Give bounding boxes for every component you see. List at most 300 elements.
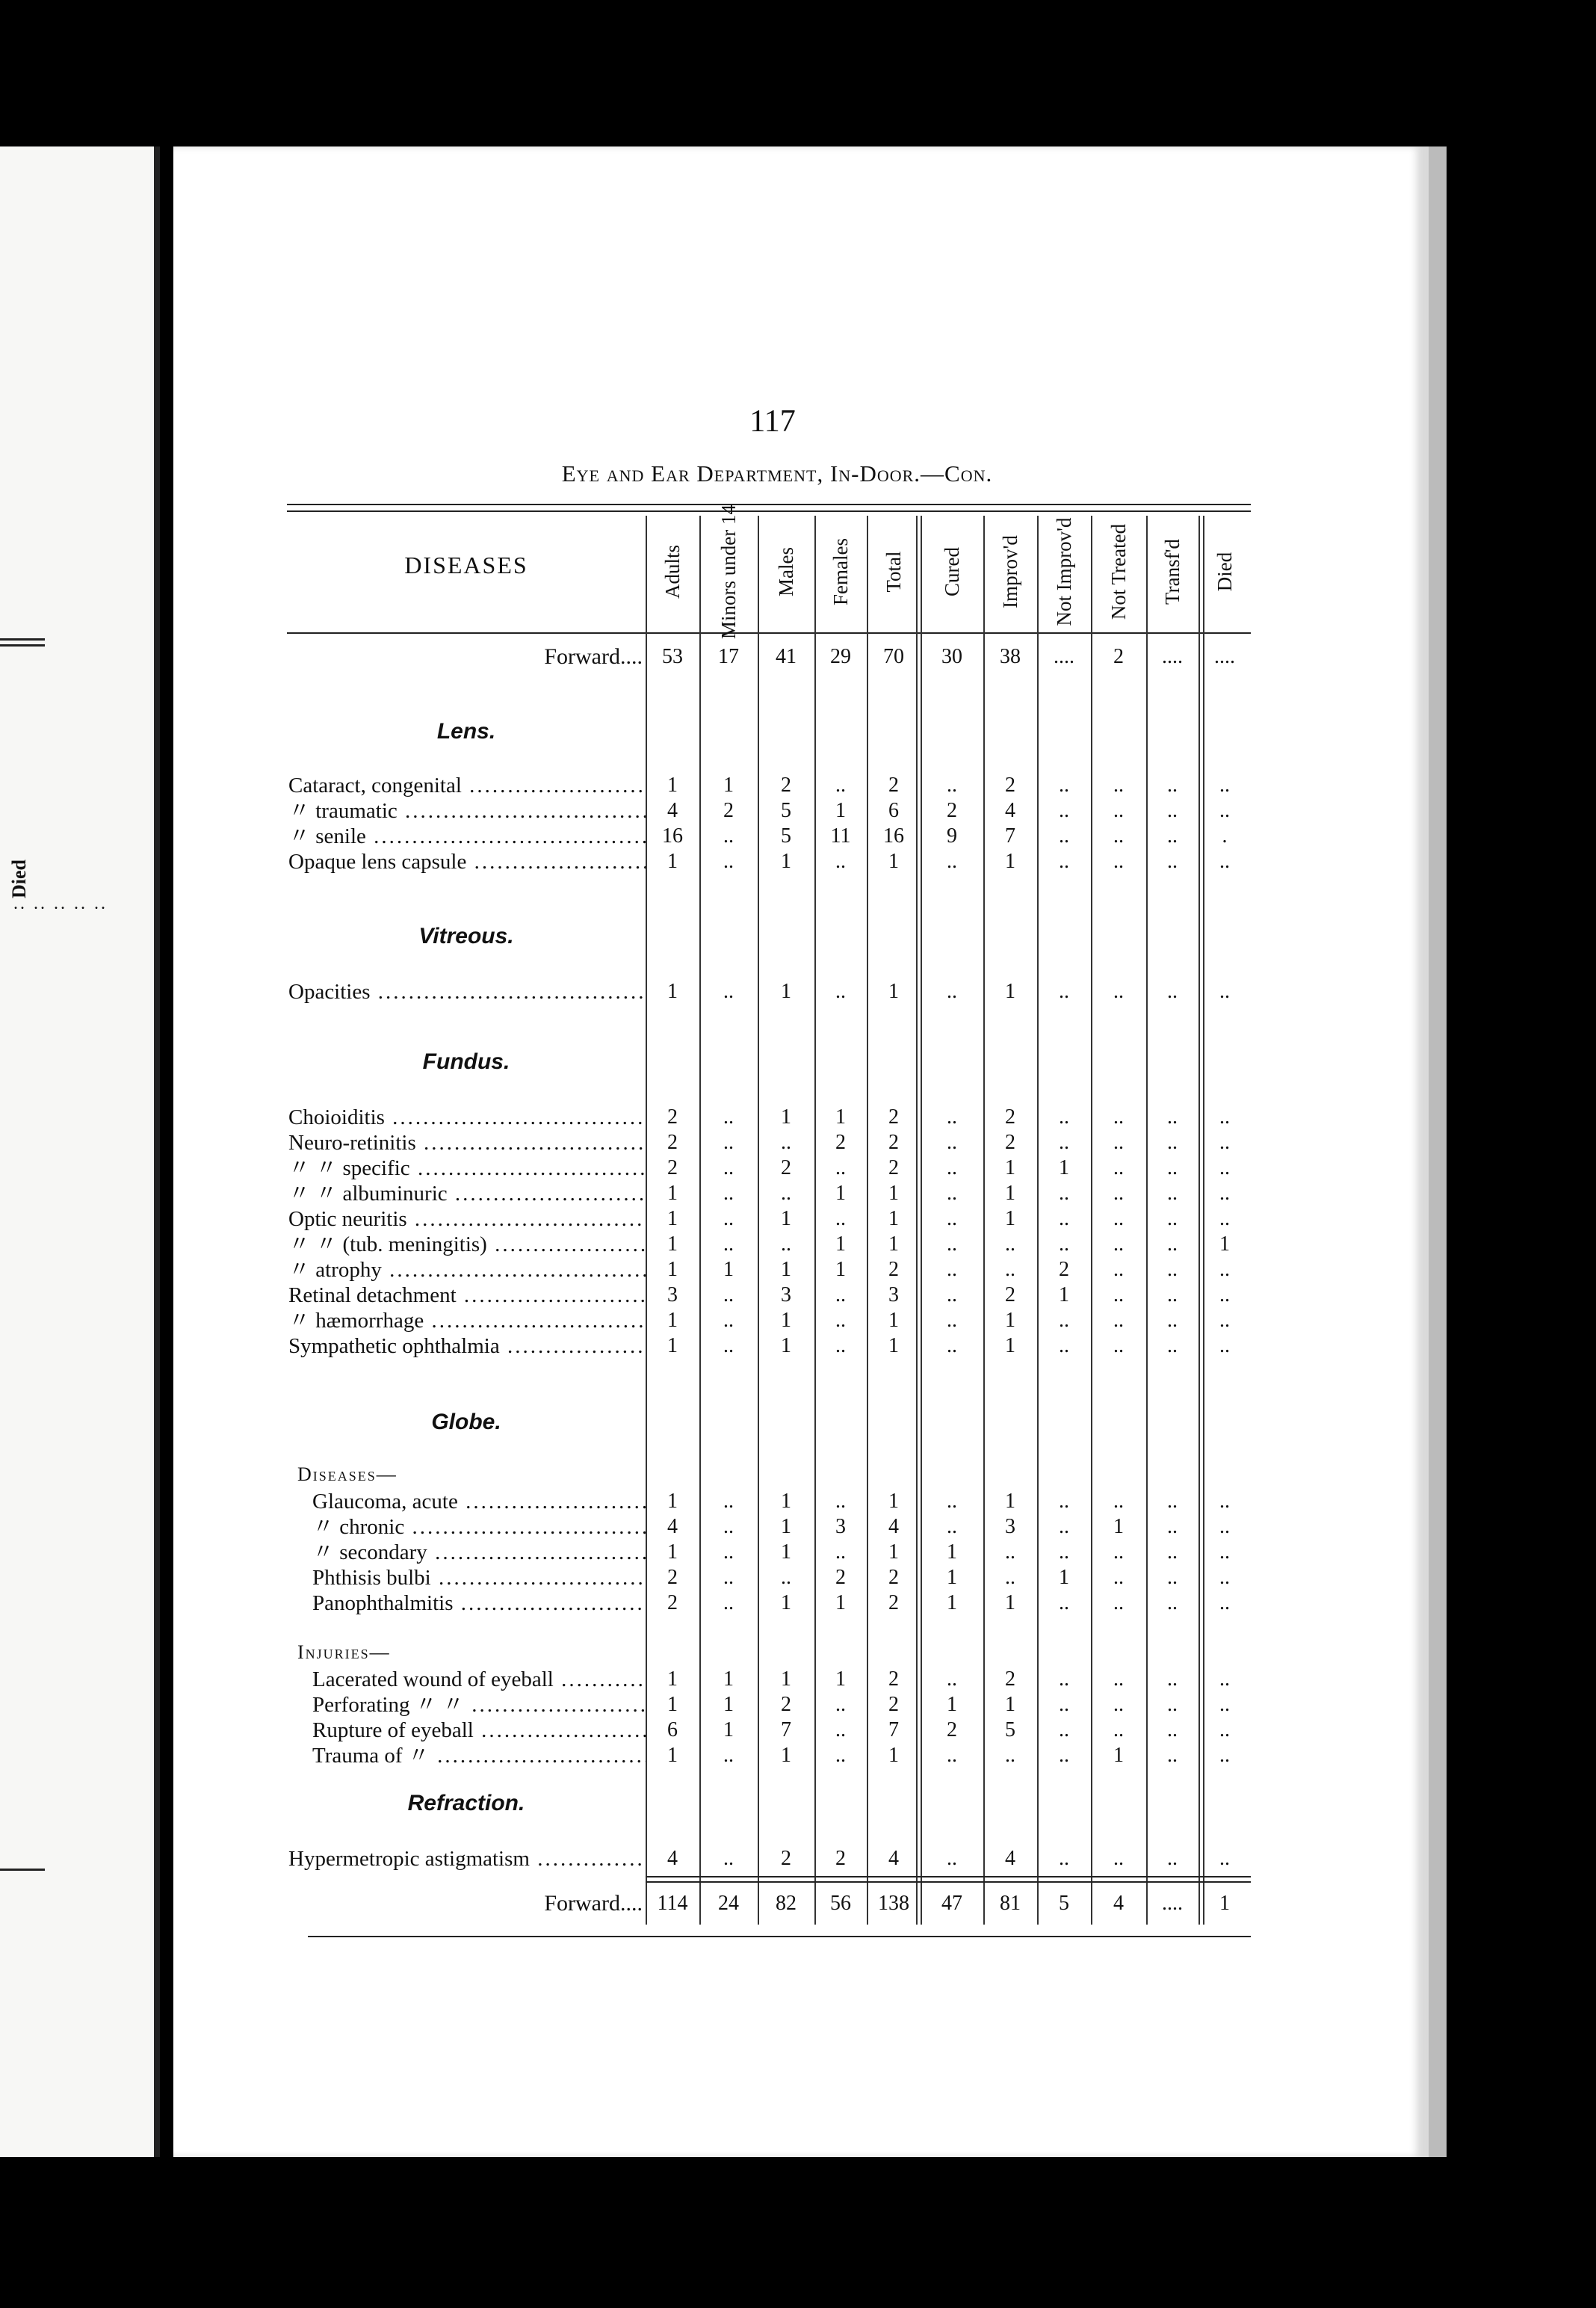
cell-transferred: .. xyxy=(1167,1309,1178,1332)
cell-total: 1 xyxy=(888,1309,899,1332)
cell-transferred: .. xyxy=(1167,1105,1178,1129)
disease-label: 〃 chronic ..... xyxy=(312,1514,646,1540)
cell-transferred: .. xyxy=(1167,1744,1178,1767)
cell-cured: .. xyxy=(947,1182,957,1205)
cell-not-treated: .. xyxy=(1113,1131,1124,1154)
cell-total: 2 xyxy=(888,1156,899,1179)
cell-minors: 1 xyxy=(723,774,734,797)
disease-label: 〃 traumatic ..... xyxy=(288,798,646,824)
cell-cured: .. xyxy=(947,980,957,1003)
cell-died: .. xyxy=(1219,1718,1230,1741)
cell-died: .. xyxy=(1219,1744,1230,1767)
cell-died: .. xyxy=(1219,1515,1230,1538)
footer-rule xyxy=(308,1936,1251,1937)
cell-died: .. xyxy=(1219,980,1230,1003)
cell-total: 4 xyxy=(888,1515,899,1538)
cell-improved: 38 xyxy=(1000,645,1021,668)
cell-males: 1 xyxy=(781,1490,791,1513)
cell-transferred: .. xyxy=(1167,1847,1178,1870)
cell-adults: 4 xyxy=(667,1515,678,1538)
cell-cured: 1 xyxy=(947,1693,957,1716)
cell-adults: 53 xyxy=(662,645,683,668)
cell-transferred: .. xyxy=(1167,1258,1178,1281)
cell-males: 7 xyxy=(781,1718,791,1741)
cell-males: 1 xyxy=(781,850,791,873)
cell-adults: 3 xyxy=(667,1283,678,1306)
cell-cured: .. xyxy=(947,1334,957,1357)
cell-died: .. xyxy=(1219,1258,1230,1281)
cell-minors: 1 xyxy=(723,1718,734,1741)
cell-transferred: .. xyxy=(1167,850,1178,873)
column-header-label: Not Improv'd xyxy=(1053,517,1075,626)
cell-adults: 1 xyxy=(667,1258,678,1281)
section-heading: Fundus. xyxy=(422,1049,510,1074)
cell-adults: 1 xyxy=(667,980,678,1003)
cell-died: . xyxy=(1222,824,1228,848)
cell-died: .. xyxy=(1219,774,1230,797)
column-header-label: Males xyxy=(775,547,797,596)
cell-cured: .. xyxy=(947,1667,957,1691)
cell-minors: .. xyxy=(723,1334,734,1357)
column-header-label: Cured xyxy=(941,547,963,596)
disease-label: Phthisis bulbi ..... xyxy=(312,1565,646,1590)
cell-transferred: .. xyxy=(1167,774,1178,797)
disease-label: Trauma of 〃 ..... xyxy=(312,1743,646,1768)
cell-males: 1 xyxy=(781,1667,791,1691)
cell-males: 1 xyxy=(781,1309,791,1332)
cell-adults: 6 xyxy=(667,1718,678,1741)
cell-not-improved: .... xyxy=(1054,645,1074,668)
cell-minors: 2 xyxy=(723,799,734,822)
cell-cured: .. xyxy=(947,1258,957,1281)
cell-transferred: .. xyxy=(1167,1334,1178,1357)
cell-died: 1 xyxy=(1219,1232,1230,1256)
cell-minors: .. xyxy=(723,980,734,1003)
cell-minors: 1 xyxy=(723,1693,734,1716)
cell-males: 5 xyxy=(781,824,791,848)
cell-females: 3 xyxy=(835,1515,846,1538)
cell-females: 1 xyxy=(835,1591,846,1614)
cell-adults: 2 xyxy=(667,1131,678,1154)
disease-label: 〃 〃 (tub. meningitis) ..... xyxy=(288,1232,646,1257)
disease-label: 〃 senile ..... xyxy=(288,824,646,849)
left-bottom-rule xyxy=(0,1869,45,1871)
cell-not-treated: .. xyxy=(1113,1156,1124,1179)
cell-improved: 1 xyxy=(1005,1182,1015,1205)
cell-adults: 1 xyxy=(667,1232,678,1256)
cell-adults: 1 xyxy=(667,1182,678,1205)
cell-cured: 1 xyxy=(947,1591,957,1614)
cell-not-treated: .. xyxy=(1113,1309,1124,1332)
cell-improved: .. xyxy=(1005,1232,1015,1256)
cell-not-treated: .. xyxy=(1113,1591,1124,1614)
cell-females: .. xyxy=(835,1309,846,1332)
cell-not-treated: .. xyxy=(1113,850,1124,873)
column-header-total xyxy=(867,516,921,628)
cell-total: 1 xyxy=(888,1490,899,1513)
cell-adults: 1 xyxy=(667,1693,678,1716)
cell-not-treated: .. xyxy=(1113,1718,1124,1741)
cell-total: 2 xyxy=(888,1667,899,1691)
cell-died: .. xyxy=(1219,1207,1230,1230)
cell-minors: .. xyxy=(723,1515,734,1538)
cell-total: 7 xyxy=(888,1718,899,1741)
cell-transferred: .. xyxy=(1167,1232,1178,1256)
cell-transferred: .. xyxy=(1167,1566,1178,1589)
cell-transferred: .. xyxy=(1167,980,1178,1003)
cell-not-improved: .. xyxy=(1059,774,1069,797)
cell-total: 70 xyxy=(883,645,904,668)
cell-total: 1 xyxy=(888,1207,899,1230)
cell-cured: 1 xyxy=(947,1566,957,1589)
cell-adults: 1 xyxy=(667,1744,678,1767)
cell-females: .. xyxy=(835,1490,846,1513)
cell-improved: 1 xyxy=(1005,1334,1015,1357)
cell-cured: .. xyxy=(947,1232,957,1256)
column-header-improved xyxy=(983,516,1037,628)
disease-label: Retinal detachment ..... xyxy=(288,1283,646,1308)
cell-transferred: .. xyxy=(1167,1591,1178,1614)
cell-total: 6 xyxy=(888,799,899,822)
cell-cured: 1 xyxy=(947,1540,957,1564)
forward-label: Forward.... xyxy=(544,644,643,669)
cell-males: 2 xyxy=(781,1156,791,1179)
cell-died: .. xyxy=(1219,1156,1230,1179)
cell-females: .. xyxy=(835,1718,846,1741)
cell-died: .. xyxy=(1219,1847,1230,1870)
diseases-column-header: DISEASES xyxy=(404,552,528,578)
cell-not-improved: .. xyxy=(1059,1182,1069,1205)
cell-minors: .. xyxy=(723,1283,734,1306)
column-header-label: Died xyxy=(1213,552,1236,592)
cell-minors: .. xyxy=(723,1566,734,1589)
cell-not-improved: 1 xyxy=(1059,1156,1069,1179)
cell-females: .. xyxy=(835,1207,846,1230)
cell-died: .. xyxy=(1219,1334,1230,1357)
cell-minors: .. xyxy=(723,1232,734,1256)
cell-total: 1 xyxy=(888,1334,899,1357)
cell-males: 1 xyxy=(781,1591,791,1614)
cell-improved: .. xyxy=(1005,1566,1015,1589)
cell-not-improved: .. xyxy=(1059,824,1069,848)
cell-not-improved: .. xyxy=(1059,850,1069,873)
cell-died: .. xyxy=(1219,1490,1230,1513)
cell-total: 1 xyxy=(888,1182,899,1205)
cell-not-treated: .. xyxy=(1113,1232,1124,1256)
cell-cured: 9 xyxy=(947,824,957,848)
cell-died: 1 xyxy=(1219,1892,1230,1915)
cell-females: .. xyxy=(835,1540,846,1564)
cell-males: 1 xyxy=(781,1515,791,1538)
cell-total: 2 xyxy=(888,1105,899,1129)
cell-not-improved: 2 xyxy=(1059,1258,1069,1281)
cell-females: .. xyxy=(835,1693,846,1716)
page-edge xyxy=(1429,146,1447,2157)
cell-total: 2 xyxy=(888,1693,899,1716)
cell-not-improved: .. xyxy=(1059,1309,1069,1332)
cell-transferred: .. xyxy=(1167,799,1178,822)
cell-females: 56 xyxy=(830,1892,851,1915)
total-rule xyxy=(646,1881,1251,1883)
cell-not-treated: .. xyxy=(1113,1258,1124,1281)
cell-total: 1 xyxy=(888,1232,899,1256)
section-heading: Globe. xyxy=(431,1410,501,1434)
header-bottom-rule xyxy=(287,632,1251,634)
cell-minors: .. xyxy=(723,1207,734,1230)
cell-males: 1 xyxy=(781,980,791,1003)
cell-females: 1 xyxy=(835,1105,846,1129)
cell-not-improved: .. xyxy=(1059,1847,1069,1870)
cell-not-improved: .. xyxy=(1059,1718,1069,1741)
cell-adults: 2 xyxy=(667,1105,678,1129)
forward-label: Forward.... xyxy=(544,1891,643,1916)
disease-label: 〃 hæmorrhage ..... xyxy=(288,1308,646,1333)
cell-females: 1 xyxy=(835,1182,846,1205)
cell-not-treated: 1 xyxy=(1113,1744,1124,1767)
disease-label: 〃 secondary ..... xyxy=(312,1540,646,1565)
column-header-males xyxy=(758,516,814,628)
cell-not-treated: .. xyxy=(1113,1105,1124,1129)
cell-not-improved: 5 xyxy=(1059,1892,1069,1915)
cell-females: 2 xyxy=(835,1566,846,1589)
cell-not-improved: .. xyxy=(1059,1744,1069,1767)
left-header-rule xyxy=(0,638,45,641)
cell-adults: 2 xyxy=(667,1591,678,1614)
cell-improved: 2 xyxy=(1005,1105,1015,1129)
disease-label: Choioiditis ..... xyxy=(288,1105,646,1130)
cell-transferred: .. xyxy=(1167,1693,1178,1716)
cell-cured: .. xyxy=(947,1283,957,1306)
section-heading: Lens. xyxy=(436,719,496,744)
cell-died: .. xyxy=(1219,1566,1230,1589)
column-header-label: Females xyxy=(829,538,852,605)
column-header-not-treated xyxy=(1091,516,1146,628)
disease-label: Glaucoma, acute ..... xyxy=(312,1489,646,1514)
cell-females: .. xyxy=(835,1156,846,1179)
cell-transferred: .. xyxy=(1167,824,1178,848)
cell-not-treated: .. xyxy=(1113,1847,1124,1870)
cell-cured: 2 xyxy=(947,1718,957,1741)
cell-adults: 16 xyxy=(662,824,683,848)
cell-males: .. xyxy=(781,1566,791,1589)
cell-females: .. xyxy=(835,980,846,1003)
cell-males: 1 xyxy=(781,1744,791,1767)
cell-improved: 4 xyxy=(1005,799,1015,822)
cell-cured: .. xyxy=(947,1490,957,1513)
cell-males: 82 xyxy=(776,1892,797,1915)
header-double-rule xyxy=(287,510,1251,512)
cell-cured: .. xyxy=(947,1207,957,1230)
cell-transferred: .. xyxy=(1167,1156,1178,1179)
cell-females: 2 xyxy=(835,1847,846,1870)
cell-improved: 1 xyxy=(1005,1156,1015,1179)
cell-improved: 2 xyxy=(1005,1131,1015,1154)
cell-females: 1 xyxy=(835,1258,846,1281)
cell-not-improved: .. xyxy=(1059,1540,1069,1564)
cell-males: 41 xyxy=(776,645,797,668)
cell-not-treated: 4 xyxy=(1113,1892,1124,1915)
column-header-label: Total xyxy=(882,551,905,593)
cell-died: .. xyxy=(1219,1540,1230,1564)
cell-not-treated: .. xyxy=(1113,774,1124,797)
left-dots: .. .. .. .. .. xyxy=(13,894,108,913)
cell-not-treated: .. xyxy=(1113,1693,1124,1716)
cell-transferred: .. xyxy=(1167,1182,1178,1205)
cell-died: .. xyxy=(1219,1182,1230,1205)
cell-died: .. xyxy=(1219,1693,1230,1716)
cell-minors: .. xyxy=(723,1490,734,1513)
cell-cured: .. xyxy=(947,1744,957,1767)
cell-males: .. xyxy=(781,1131,791,1154)
cell-died: .. xyxy=(1219,1309,1230,1332)
cell-adults: 1 xyxy=(667,1207,678,1230)
cell-adults: 1 xyxy=(667,1490,678,1513)
group-heading: Diseases— xyxy=(297,1463,398,1485)
cell-males: 1 xyxy=(781,1540,791,1564)
disease-label: Opacities ..... xyxy=(288,979,646,1005)
page-number: 117 xyxy=(749,404,796,439)
cell-transferred: .. xyxy=(1167,1515,1178,1538)
cell-not-improved: .. xyxy=(1059,1232,1069,1256)
cell-improved: 5 xyxy=(1005,1718,1015,1741)
cell-total: 1 xyxy=(888,850,899,873)
cell-adults: 1 xyxy=(667,850,678,873)
cell-improved: 2 xyxy=(1005,1667,1015,1691)
cell-females: .. xyxy=(835,850,846,873)
cell-minors: .. xyxy=(723,850,734,873)
cell-died: .. xyxy=(1219,799,1230,822)
cell-females: 1 xyxy=(835,1232,846,1256)
cell-males: 1 xyxy=(781,1334,791,1357)
cell-minors: .. xyxy=(723,1591,734,1614)
cell-improved: 1 xyxy=(1005,1693,1015,1716)
page-title: Eye and Ear Department, In-Door.—Con. xyxy=(561,460,993,487)
cell-total: 2 xyxy=(888,1591,899,1614)
cell-total: 2 xyxy=(888,1131,899,1154)
cell-improved: 1 xyxy=(1005,1207,1015,1230)
cell-males: .. xyxy=(781,1232,791,1256)
cell-males: 2 xyxy=(781,1847,791,1870)
cell-minors: .. xyxy=(723,1105,734,1129)
cell-adults: 114 xyxy=(657,1892,688,1915)
cell-cured: .. xyxy=(947,1847,957,1870)
cell-not-improved: .. xyxy=(1059,1490,1069,1513)
cell-adults: 2 xyxy=(667,1156,678,1179)
cell-males: 2 xyxy=(781,774,791,797)
cell-adults: 1 xyxy=(667,1309,678,1332)
cell-minors: .. xyxy=(723,1309,734,1332)
disease-label: Hypermetropic astigmatism ..... xyxy=(288,1846,646,1872)
cell-females: 29 xyxy=(830,645,851,668)
cell-total: 1 xyxy=(888,1540,899,1564)
column-header-adults xyxy=(646,516,699,628)
disease-label: Perforating 〃 〃 ..... xyxy=(312,1692,646,1718)
cell-cured: .. xyxy=(947,1515,957,1538)
cell-total: 2 xyxy=(888,1258,899,1281)
cell-not-treated: 2 xyxy=(1113,645,1124,668)
cell-died: .. xyxy=(1219,1283,1230,1306)
cell-minors: .. xyxy=(723,1744,734,1767)
cell-cured: .. xyxy=(947,1309,957,1332)
cell-transferred: .... xyxy=(1162,1892,1183,1915)
cell-not-treated: .. xyxy=(1113,1667,1124,1691)
cell-total: 3 xyxy=(888,1283,899,1306)
disease-label: Opaque lens capsule ..... xyxy=(288,849,646,874)
cell-total: 2 xyxy=(888,1566,899,1589)
cell-adults: 1 xyxy=(667,1334,678,1357)
cell-transferred: .. xyxy=(1167,1207,1178,1230)
disease-label: Rupture of eyeball ..... xyxy=(312,1718,646,1743)
cell-transferred: .. xyxy=(1167,1718,1178,1741)
cell-died: .. xyxy=(1219,1591,1230,1614)
cell-improved: 81 xyxy=(1000,1892,1021,1915)
section-heading: Vitreous. xyxy=(418,924,514,948)
cell-not-treated: .. xyxy=(1113,1283,1124,1306)
cell-cured: .. xyxy=(947,1105,957,1129)
cell-not-improved: .. xyxy=(1059,1131,1069,1154)
left-header-rule xyxy=(0,644,45,647)
cell-adults: 1 xyxy=(667,774,678,797)
column-header-label: Not Treated xyxy=(1107,523,1130,620)
cell-minors: .. xyxy=(723,1131,734,1154)
cell-adults: 1 xyxy=(667,1667,678,1691)
cell-cured: .. xyxy=(947,1156,957,1179)
cell-cured: .. xyxy=(947,774,957,797)
cell-males: 5 xyxy=(781,799,791,822)
disease-label: Sympathetic ophthalmia ..... xyxy=(288,1333,646,1359)
cell-total: 16 xyxy=(883,824,904,848)
cell-not-improved: .. xyxy=(1059,1105,1069,1129)
cell-not-improved: 1 xyxy=(1059,1283,1069,1306)
cell-improved: 3 xyxy=(1005,1515,1015,1538)
cell-adults: 4 xyxy=(667,799,678,822)
cell-transferred: .. xyxy=(1167,1131,1178,1154)
cell-improved: 4 xyxy=(1005,1847,1015,1870)
cell-total: 1 xyxy=(888,980,899,1003)
cell-total: 4 xyxy=(888,1847,899,1870)
cell-not-improved: .. xyxy=(1059,1207,1069,1230)
left-died-header: Died xyxy=(8,860,30,898)
column-header-label: Transf'd xyxy=(1161,539,1184,605)
cell-transferred: .... xyxy=(1162,645,1183,668)
disease-label: 〃 atrophy ..... xyxy=(288,1257,646,1283)
cell-adults: 1 xyxy=(667,1540,678,1564)
column-header-minors xyxy=(699,505,758,639)
cell-females: .. xyxy=(835,1334,846,1357)
cell-died: .. xyxy=(1219,1105,1230,1129)
cell-females: 1 xyxy=(835,799,846,822)
cell-not-treated: .. xyxy=(1113,1540,1124,1564)
cell-improved: .. xyxy=(1005,1258,1015,1281)
cell-improved: 1 xyxy=(1005,1309,1015,1332)
column-header-died xyxy=(1198,516,1251,628)
cell-cured: 47 xyxy=(941,1892,962,1915)
cell-minors: 1 xyxy=(723,1258,734,1281)
cell-minors: 24 xyxy=(718,1892,739,1915)
cell-minors: .. xyxy=(723,1156,734,1179)
disease-label: Neuro-retinitis ..... xyxy=(288,1130,646,1155)
cell-not-improved: .. xyxy=(1059,1693,1069,1716)
cell-minors: .. xyxy=(723,824,734,848)
disease-label: 〃 〃 specific ..... xyxy=(288,1155,646,1181)
cell-improved: 7 xyxy=(1005,824,1015,848)
cell-total: 1 xyxy=(888,1744,899,1767)
cell-died: .. xyxy=(1219,1667,1230,1691)
cell-males: 1 xyxy=(781,1105,791,1129)
cell-females: .. xyxy=(835,1283,846,1306)
cell-not-treated: .. xyxy=(1113,980,1124,1003)
cell-not-improved: .. xyxy=(1059,980,1069,1003)
